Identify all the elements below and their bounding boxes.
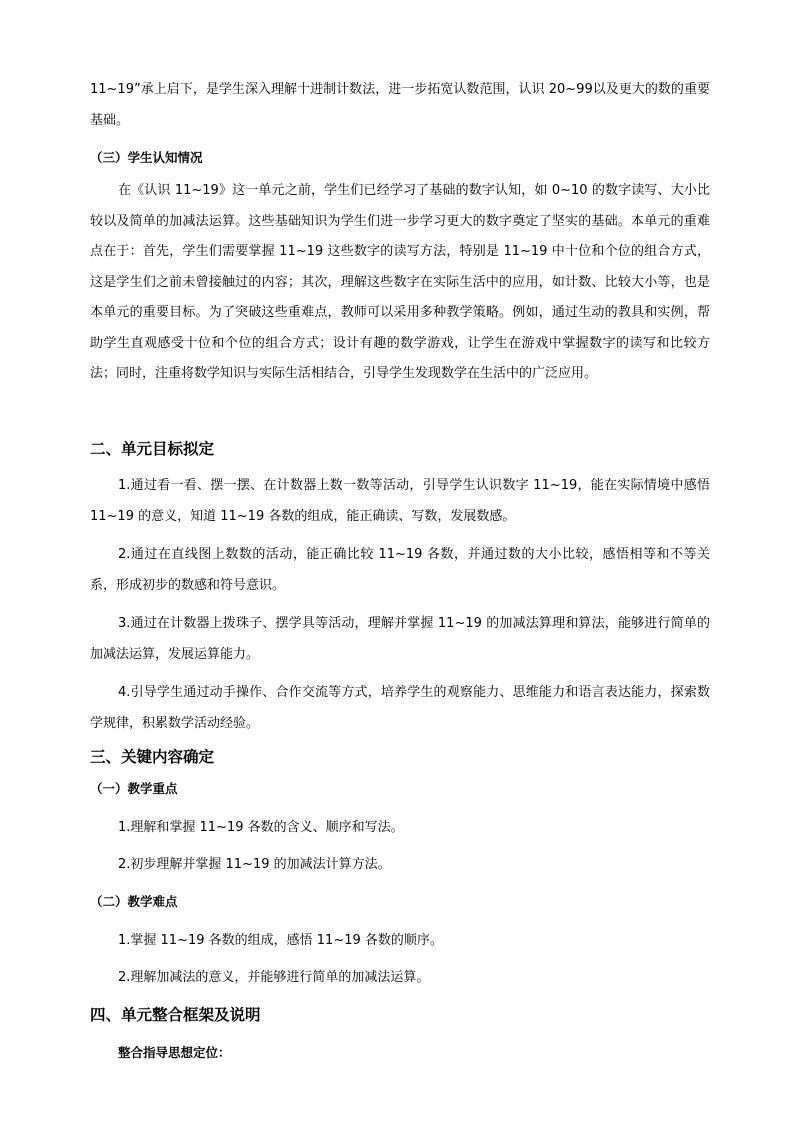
guide-label: 整合指导思想定位： [118, 1045, 231, 1060]
key-point-1: 1.理解和掌握 11~19 各数的含义、顺序和写法。 [118, 820, 404, 835]
goal-item-4: 4.引导学生通过动手操作、合作交流等方式，培养学生的观察能力、思维能力和语言表达能力，探索数学规律，积累数学活动经验。 [90, 685, 710, 731]
goal-item-2: 2.通过在直线图上数数的活动，能正确比较 11~19 各数，并通过数的大小比较，感悟相等和不等关系，形成初步的数感和符号意识。 [90, 547, 710, 593]
difficult-point-2: 2.理解加减法的意义，并能够进行简单的加减法运算。 [118, 970, 430, 985]
goal-item-1: 1.通过看一看、摆一摆、在计数器上数一数等活动，引导学生认识数字 11~19，能在实际情境中感悟 11~19 的意义，知道 11~19 各数的组成，能正确读、写数，发展数感。 [90, 478, 710, 524]
heading-integration-framework: 四、单元整合框架及说明 [90, 1006, 261, 1024]
intro-paragraph: 11~19”承上启下，是学生深入理解十进制计数法，进一步拓宽认数范围，认识 20~99以及更大的数的重要基础。 [90, 82, 710, 128]
cognition-paragraph: 在《认识 11~19》这一单元之前，学生们已经学习了基础的数字认知，如 0~10 的数字读写、大小比较以及简单的加减法运算。这些基础知识为学生们进一步学习更大的数字奠定了坚实的基础。本单元的重难点在于：首先，学生们需要掌握 11~19 这些数字的读写方法，特别是 11~19 中十位和个位的组合方式，这是学生们之前未曾接触过的内容；其次，理解这些数字在实际生活中的应用，如计数、比较大小等，也是本单元的重要目标。为了突破这些重难点，教师可以采用多种教学策略。例如，通过生动的教具和实例，帮助学生直观感受十位和个位的组合方式；设计有趣的数学游戏，让学生在游戏中掌握数字的读写和比较方法；同时，注重将数学知识与实际生活相结合，引导学生发现数学在生活中的广泛应用。 [90, 183, 710, 381]
heading-unit-goals: 二、单元目标拟定 [90, 440, 215, 458]
section-cognition-subheading: （三）学生认知情况 [90, 150, 203, 165]
goal-item-3: 3.通过在计数器上拨珠子、摆学具等活动，理解并掌握 11~19 的加减法算理和算法，能够进行简单的加减法运算，发展运算能力。 [90, 616, 710, 662]
difficult-point-1: 1.掌握 11~19 各数的组成，感悟 11~19 各数的顺序。 [118, 933, 443, 948]
heading-key-content: 三、关键内容确定 [90, 748, 215, 766]
key-point-2: 2.初步理解并掌握 11~19 的加减法计算方法。 [118, 857, 391, 872]
key-points-subheading: （一）教学重点 [90, 781, 178, 796]
difficult-points-subheading: （二）教学难点 [90, 894, 178, 909]
